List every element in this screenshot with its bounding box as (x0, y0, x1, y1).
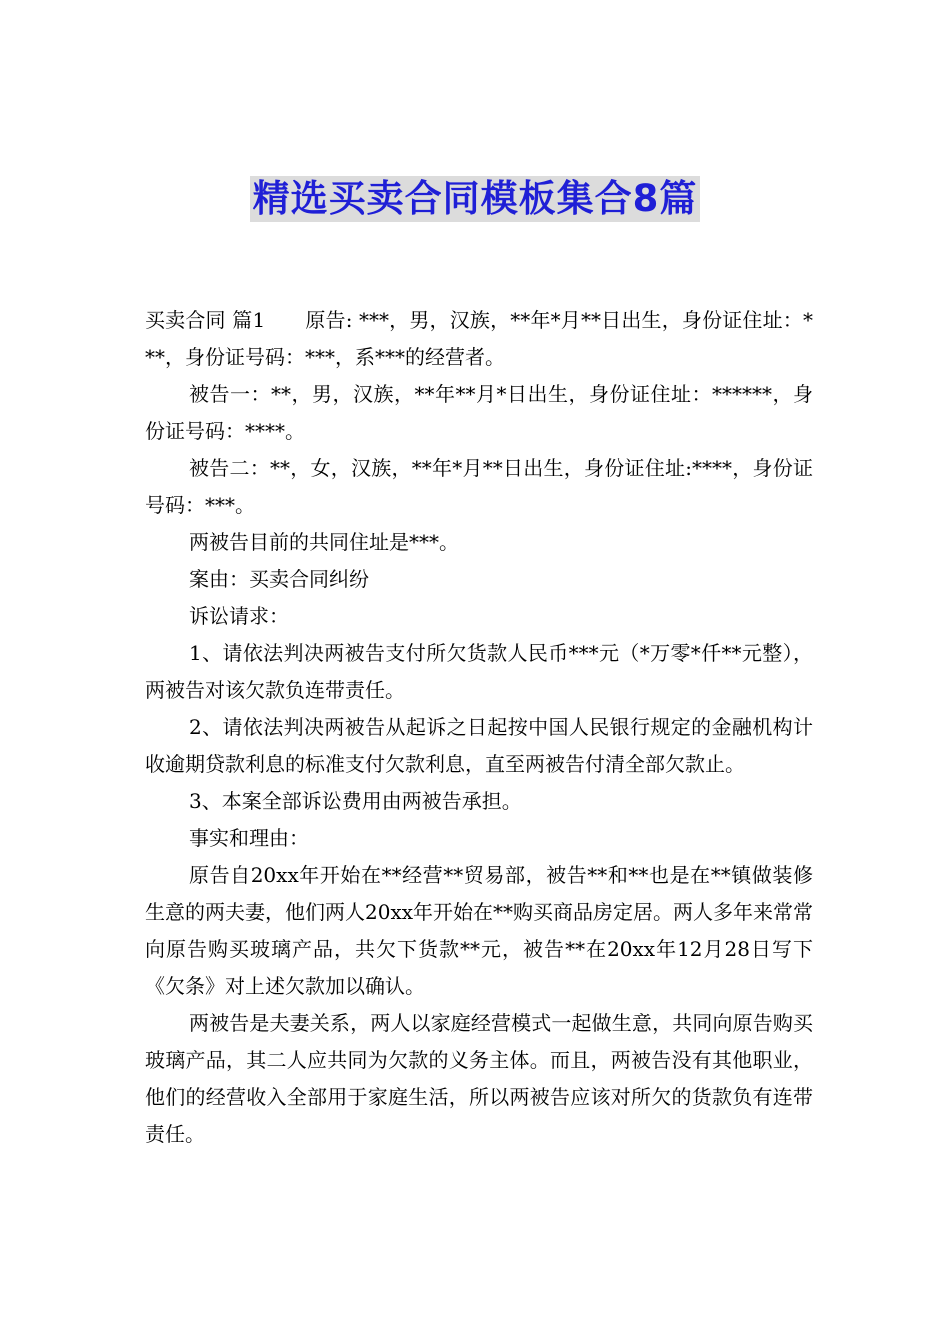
paragraph-claim-2: 2、请依法判决两被告从起诉之日起按中国人民银行规定的金融机构计收逾期贷款利息的标准支付欠款利息，直至两被告付清全部欠款止。 (145, 715, 813, 776)
title-container (0, 176, 950, 222)
paragraph-facts-heading: 事实和理由： (189, 826, 309, 850)
paragraph-shared-address: 两被告目前的共同住址是***。 (189, 530, 459, 554)
paragraph-facts-1: 原告自20xx年开始在**经营**贸易部，被告**和**也是在**镇做装修生意的两夫妻，他们两人20xx年开始在**购买商品房定居。两人多年来常常向原告购买玻璃产品，共欠下货款**元，被告**在20xx年12月28日写下《欠条》对上述欠款加以确认。 (145, 863, 814, 998)
section-heading: 买卖合同 篇1 (145, 308, 266, 332)
paragraph-claims-heading: 诉讼请求： (189, 604, 289, 628)
paragraph-defendant-two: 被告二：**，女，汉族，**年*月**日出生，身份证住址:****，身份证号码：***。 (145, 456, 813, 517)
document-title: 精选买卖合同模板集合8篇 (250, 176, 701, 222)
paragraph-plaintiff-text: 原告: ***，男，汉族，**年*月**日出生，身份证住址：***，身份证号码：***，系***的经营者。 (145, 308, 813, 369)
document-body (145, 302, 813, 1153)
paragraph-case-cause: 案由：买卖合同纠纷 (189, 567, 369, 591)
paragraph-plaintiff (145, 302, 813, 376)
paragraph-defendant-one: 被告一：**，男，汉族，**年**月*日出生，身份证住址：******，身份证号码：****。 (145, 382, 813, 443)
paragraph-claim-3: 3、本案全部诉讼费用由两被告承担。 (189, 789, 522, 813)
paragraph-claim-1: 1、请依法判决两被告支付所欠货款人民币***元（*万零*仟**元整），两被告对该欠款负连带责任。 (145, 641, 813, 702)
paragraph-facts-2: 两被告是夫妻关系，两人以家庭经营模式一起做生意，共同向原告购买玻璃产品，其二人应共同为欠款的义务主体。而且，两被告没有其他职业，他们的经营收入全部用于家庭生活，所以两被告应该对所欠的货款负有连带责任。 (145, 1011, 813, 1146)
